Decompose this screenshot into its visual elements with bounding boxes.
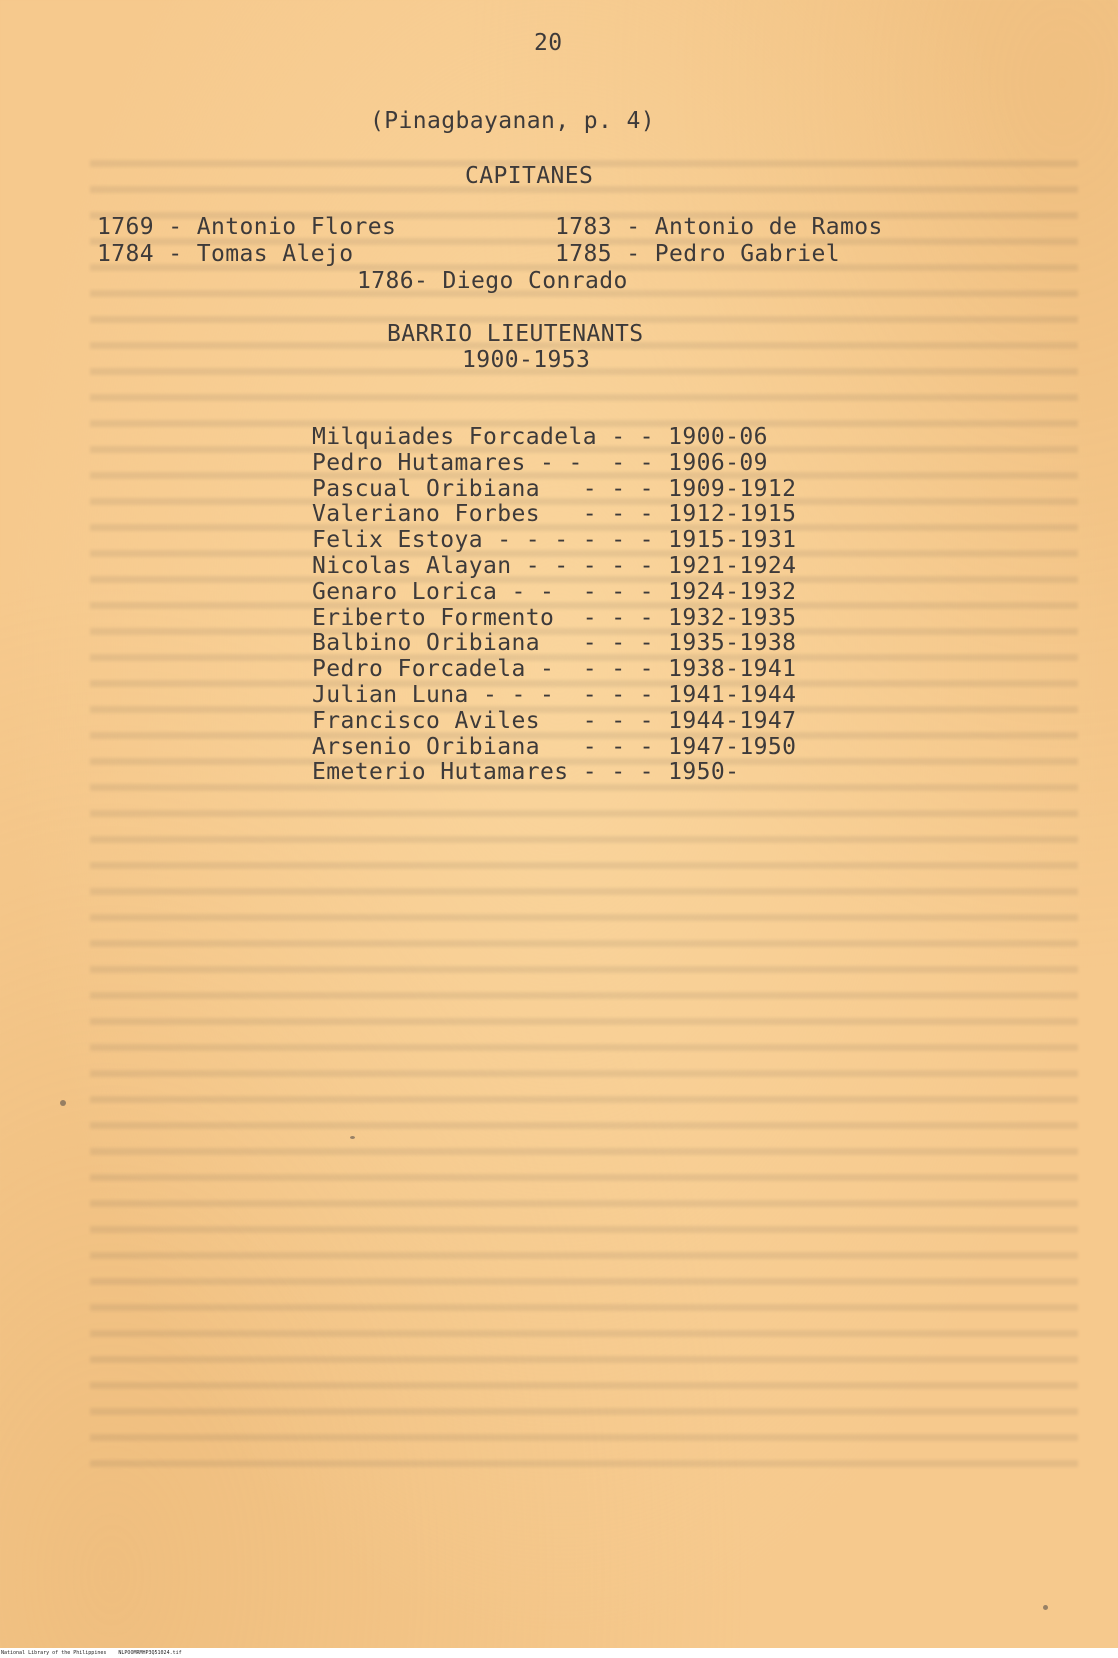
capitan-entry: 1785 - Pedro Gabriel: [555, 241, 840, 267]
lieutenant-row: Emeterio Hutamares - - - 1950-: [312, 759, 740, 786]
capitan-entry: 1769 - Antonio Flores: [97, 214, 397, 240]
lieutenant-row: Pedro Forcadela - - - - 1938-1941: [312, 656, 797, 683]
lieutenant-row: Pascual Oribiana - - - 1909-1912: [312, 475, 797, 502]
lieutenant-row: Valeriano Forbes - - - 1912-1915: [312, 501, 797, 528]
lieutenant-row: Felix Estoya - - - - - - 1915-1931: [312, 527, 797, 554]
capitan-entry: 1784 - Tomas Alejo: [97, 241, 354, 267]
archive-footer: National Library of the Philippines NLPOOMRMHP3Q51024.tif: [0, 1648, 1118, 1658]
capitan-entry: 1786- Diego Conrado: [357, 268, 628, 294]
lieutenant-row: Francisco Aviles - - - 1944-1947: [312, 707, 797, 734]
lieutenant-row: Balbino Oribiana - - - 1935-1938: [312, 630, 797, 657]
lieutenant-row: Arsenio Oribiana - - - 1947-1950: [312, 733, 797, 760]
page-number: 20: [534, 30, 563, 56]
capitanes-heading: CAPITANES: [465, 163, 594, 189]
lieutenants-heading: BARRIO LIEUTENANTS: [387, 321, 644, 347]
ink-speck: [60, 1100, 66, 1106]
ink-speck: [350, 1136, 355, 1139]
lieutenant-row: Eriberto Formento - - - 1932-1935: [312, 604, 797, 631]
lieutenant-row: Milquiades Forcadela - - 1900-06: [312, 424, 768, 450]
lieutenant-row: Genaro Lorica - - - - - 1924-1932: [312, 578, 797, 605]
lieutenants-list: [312, 424, 832, 794]
reference-line: (Pinagbayanan, p. 4): [370, 108, 655, 134]
capitan-entry: 1783 - Antonio de Ramos: [555, 214, 883, 240]
lieutenant-row: Julian Luna - - - - - - 1941-1944: [312, 682, 797, 708]
lieutenant-row: Pedro Hutamares - - - - 1906-09: [312, 449, 768, 476]
lieutenants-years: 1900-1953: [462, 347, 591, 373]
ink-speck: [1043, 1605, 1048, 1610]
lieutenant-row: Nicolas Alayan - - - - - 1921-1924: [312, 553, 797, 579]
